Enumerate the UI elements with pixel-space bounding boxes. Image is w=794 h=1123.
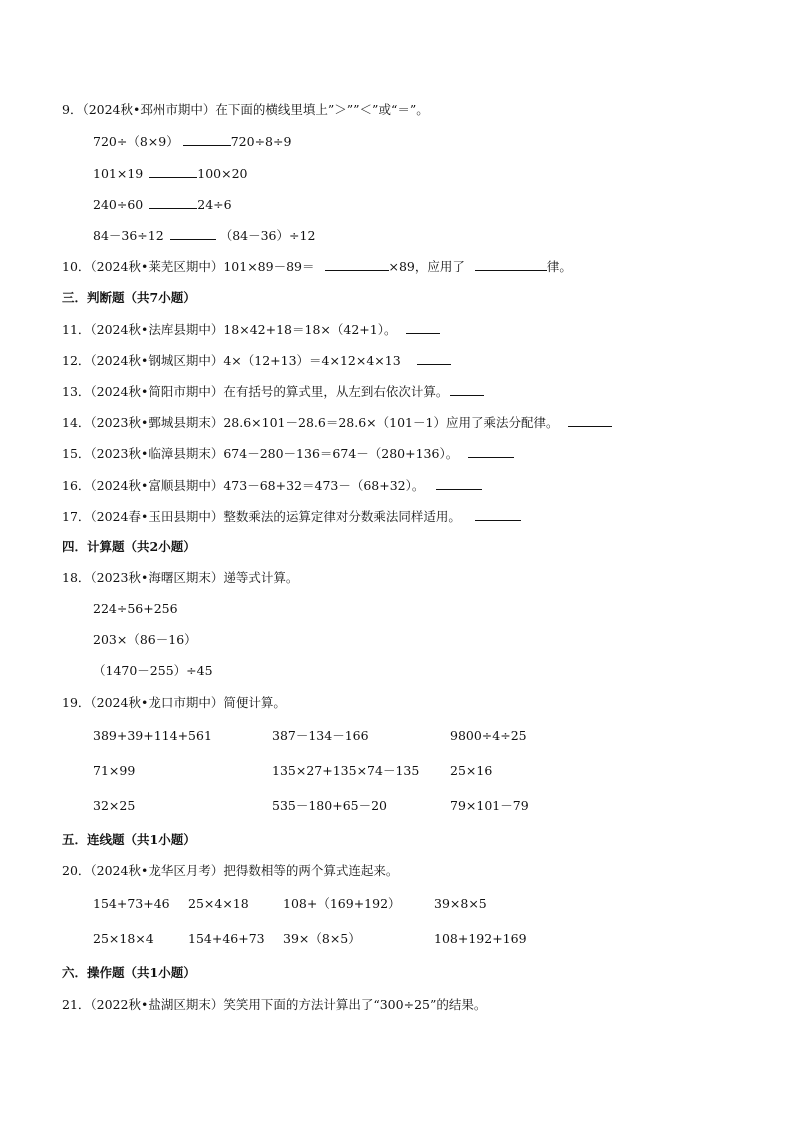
q19-cell: 71×99 [93,763,136,778]
section-title-judge: 三．判断题（共7小题） [62,290,196,305]
q20-stem: 20．（2024秋•龙华区月考）把得数相等的两个算式连起来。 [62,863,399,878]
match-item-top[interactable]: 154+73+46 [93,896,170,911]
answer-blank[interactable] [170,227,216,240]
q18-item: 224÷56+256 [93,601,178,616]
section-title-match: 五．连线题（共1小题） [62,832,196,847]
judge-item [62,352,451,369]
judge-item [62,414,612,431]
answer-blank[interactable] [417,352,451,365]
section-title-calc: 四．计算题（共2小题） [62,539,196,554]
match-item-top[interactable]: 25×4×18 [188,896,249,911]
judge-text: 14．（2023秋•鄄城县期末）28.6×101－28.6＝28.6×（101－1）应用了乘法分配律。 [62,415,559,430]
answer-blank[interactable] [149,165,197,178]
judge-item [62,477,482,494]
q21-stem: 21．（2022秋•盐湖区期末）笑笑用下面的方法计算出了“300÷25”的结果。 [62,997,487,1012]
judge-text: 17．（2024春•玉田县期中）整数乘法的运算定律对分数乘法同样适用。 [62,509,461,524]
q19-cell: 9800÷4÷25 [450,728,527,743]
q9-row-3 [93,196,232,213]
q19-cell: 135×27+135×74－135 [272,763,420,778]
q19-stem: 19．（2024秋•龙口市期中）简便计算。 [62,695,286,710]
match-item-bottom[interactable]: 25×18×4 [93,931,154,946]
q9-row-4-left: 84－36÷12 [93,228,164,243]
judge-item [62,321,440,338]
section-title-operate: 六．操作题（共1小题） [62,965,196,980]
answer-blank[interactable] [436,477,482,490]
q18-item: 203×（86－16） [93,632,197,647]
answer-blank[interactable] [475,258,547,271]
q9-row-1 [93,133,291,150]
judge-text: 13．（2024秋•简阳市期中）在有括号的算式里，从左到右依次计算。 [62,384,449,399]
answer-blank[interactable] [183,133,231,146]
judge-text: 16．（2024秋•富顺县期中）473－68+32＝473－（68+32）。 [62,478,425,493]
match-item-top[interactable]: 108+（169+192） [283,896,401,911]
q9-row-3-left: 240÷60 [93,197,144,212]
q9-row-2-left: 101×19 [93,166,144,181]
q10 [62,258,572,275]
answer-blank[interactable] [475,508,521,521]
q10-part-a: 10．（2024秋•莱芜区期中）101×89－89＝ [62,259,315,274]
judge-item [62,445,514,462]
match-item-top[interactable]: 39×8×5 [434,896,487,911]
judge-item [62,508,521,525]
q10-part-b: ×89，应用了 [388,259,465,274]
judge-text: 15．（2023秋•临漳县期末）674－280－136＝674－（280+136）。 [62,446,459,461]
judge-item [62,383,484,400]
match-item-bottom[interactable]: 154+46+73 [188,931,265,946]
q9-row-4 [93,227,315,244]
judge-text: 11．（2024秋•法库县期中）18×42+18＝18×（42+1）。 [62,322,397,337]
q19-cell: 25×16 [450,763,493,778]
answer-blank[interactable] [406,321,440,334]
q9-row-1-left: 720÷（8×9） [93,134,179,149]
q9-row-2 [93,165,248,182]
q9-row-3-right: 24÷6 [197,197,232,212]
match-item-bottom[interactable]: 108+192+169 [434,931,527,946]
q18-stem: 18．（2023秋•海曙区期末）递等式计算。 [62,570,299,585]
judge-text: 12．（2024秋•钢城区期中）4×（12+13）＝4×12×4×13 [62,353,401,368]
match-item-bottom[interactable]: 39×（8×5） [283,931,361,946]
answer-blank[interactable] [450,383,484,396]
q9-row-2-right: 100×20 [197,166,248,181]
q9-row-4-right: （84－36）÷12 [219,228,316,243]
answer-blank[interactable] [568,414,612,427]
q10-part-c: 律。 [546,259,572,274]
q19-cell: 79×101－79 [450,798,529,813]
q19-cell: 535－180+65－20 [272,798,388,813]
q9-row-1-right: 720÷8÷9 [230,134,292,149]
q19-cell: 387－134－166 [272,728,369,743]
answer-blank[interactable] [149,196,197,209]
q19-cell: 389+39+114+561 [93,728,212,743]
answer-blank[interactable] [468,445,514,458]
q18-item: （1470－255）÷45 [93,663,213,678]
answer-blank[interactable] [325,258,389,271]
q19-cell: 32×25 [93,798,136,813]
q9-stem: 9．（2024秋•邳州市期中）在下面的横线里填上”＞””＜”或“＝”。 [62,102,429,117]
